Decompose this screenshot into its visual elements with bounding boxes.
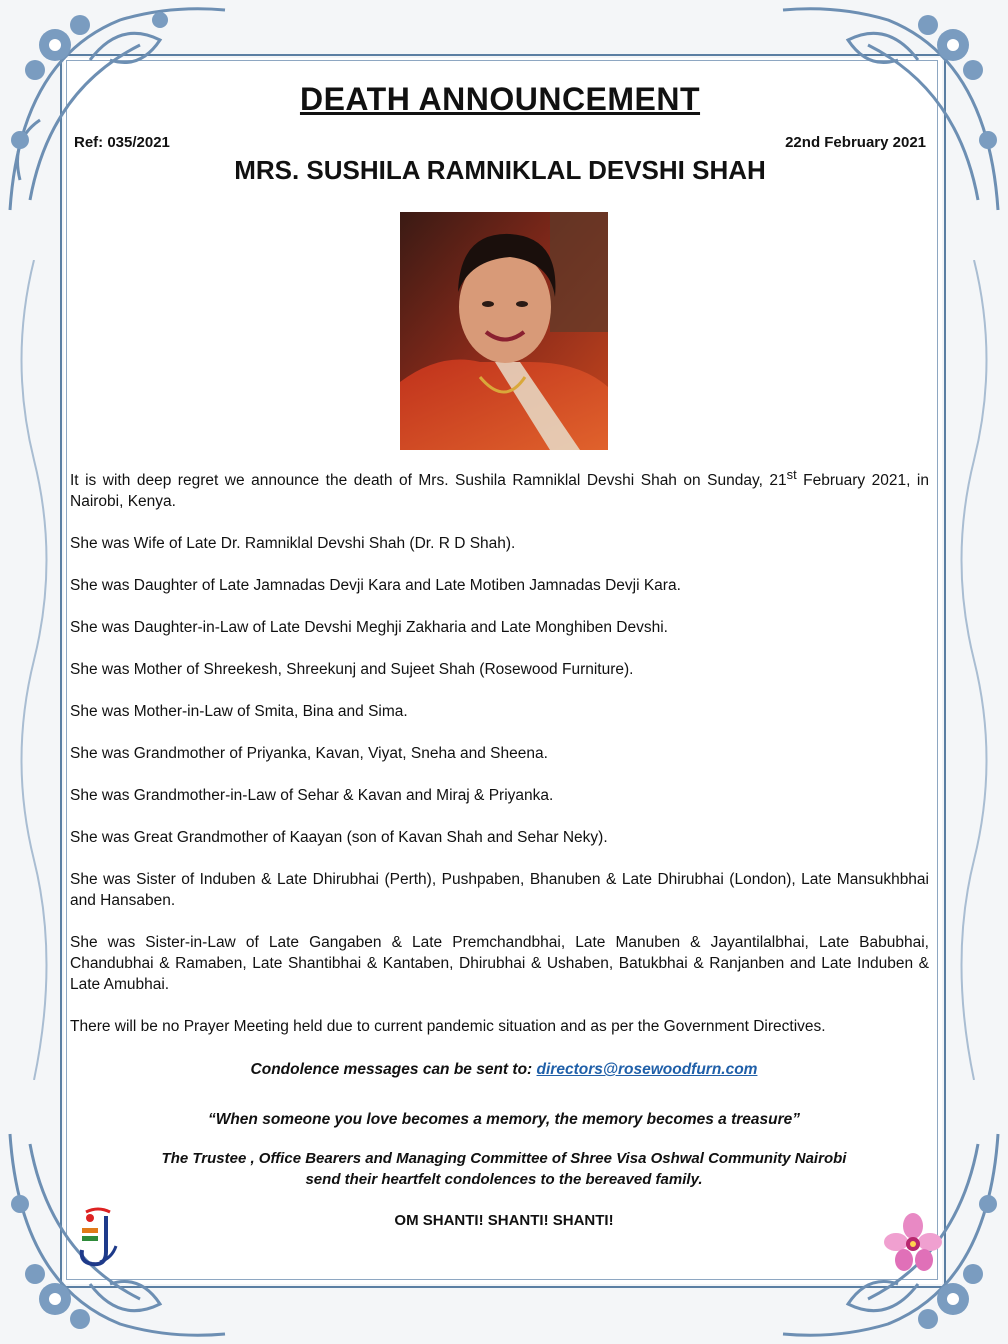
announcement-body xyxy=(70,464,929,1058)
memorial-quote: “When someone you love becomes a memory, the memory becomes a treasure” xyxy=(207,1111,801,1128)
condolence-label: Condolence messages can be sent to: xyxy=(250,1061,537,1078)
trustee-message xyxy=(0,1148,1008,1190)
ordinal-suffix: st xyxy=(786,467,797,482)
portrait-photo xyxy=(400,212,608,450)
relation-paragraph: She was Sister of Induben & Late Dhirubhai (Perth), Pushpaben, Bhanuben & Late Dhirubhai (London), Late Mansukhbhai and Hansaben. xyxy=(70,871,929,910)
relation-paragraph: She was Wife of Late Dr. Ramniklal Devshi Shah (Dr. R D Shah). xyxy=(70,535,516,553)
trustee-line-1: The Trustee , Office Bearers and Managing Committee of Shree Visa Oshwal Community Nairobi xyxy=(161,1150,847,1167)
side-vine-ornament-icon xyxy=(944,260,1004,1080)
relation-paragraph: She was Great Grandmother of Kaayan (son of Kavan Shah and Sehar Neky). xyxy=(70,829,608,847)
relation-paragraph: She was Sister-in-Law of Late Gangaben & Late Premchandbhai, Late Manuben & Jayantilalbhai, Late Babubhai, Chandubhai & Ramaben, Late Shantibhai & Kantaben, Dhirubhai & Ushaben, Batukbhai & Ranjanben and Late Induben & Late Amubhai. xyxy=(70,934,929,994)
condolence-email-link[interactable]: directors@rosewoodfurn.com xyxy=(536,1061,758,1078)
deceased-name: MRS. SUSHILA RAMNIKLAL DEVSHI SHAH xyxy=(234,155,766,185)
intro-text-end: February 2021, in Nairobi, Kenya. xyxy=(70,472,929,511)
header-block xyxy=(70,80,930,185)
om-shanti-line: OM SHANTI! SHANTI! SHANTI! xyxy=(394,1212,614,1229)
orchid-flower-icon xyxy=(884,1212,942,1274)
relation-paragraph: She was Grandmother-in-Law of Sehar & Kavan and Miraj & Priyanka. xyxy=(70,787,554,805)
trustee-line-2: send their heartfelt condolences to the bereaved family. xyxy=(305,1171,703,1188)
condolence-line xyxy=(0,1061,1008,1079)
relation-paragraph: She was Mother-in-Law of Smita, Bina and Sima. xyxy=(70,703,408,721)
intro-text: It is with deep regret we announce the death of Mrs. Sushila Ramniklal Devshi Shah on Sunday, 21 xyxy=(70,472,787,490)
announcement-date: 22nd February 2021 xyxy=(785,134,926,151)
relation-paragraph: She was Grandmother of Priyanka, Kavan, Viyat, Sneha and Sheena. xyxy=(70,745,548,763)
ref-date-row xyxy=(70,134,930,151)
side-vine-ornament-icon xyxy=(4,260,64,1080)
page-title: DEATH ANNOUNCEMENT xyxy=(299,81,701,117)
prayer-meeting-notice: There will be no Prayer Meeting held due to current pandemic situation and as per the Government Directives. xyxy=(70,1018,826,1036)
reference-number: Ref: 035/2021 xyxy=(74,134,170,151)
community-logo-icon xyxy=(76,1206,120,1270)
relation-paragraph: She was Daughter-in-Law of Late Devshi Meghji Zakharia and Late Monghiben Devshi. xyxy=(70,619,668,637)
intro-paragraph xyxy=(70,464,929,512)
relation-paragraph: She was Daughter of Late Jamnadas Devji Kara and Late Motiben Jamnadas Devji Kara. xyxy=(70,577,681,595)
relation-paragraph: She was Mother of Shreekesh, Shreekunj and Sujeet Shah (Rosewood Furniture). xyxy=(70,661,634,679)
